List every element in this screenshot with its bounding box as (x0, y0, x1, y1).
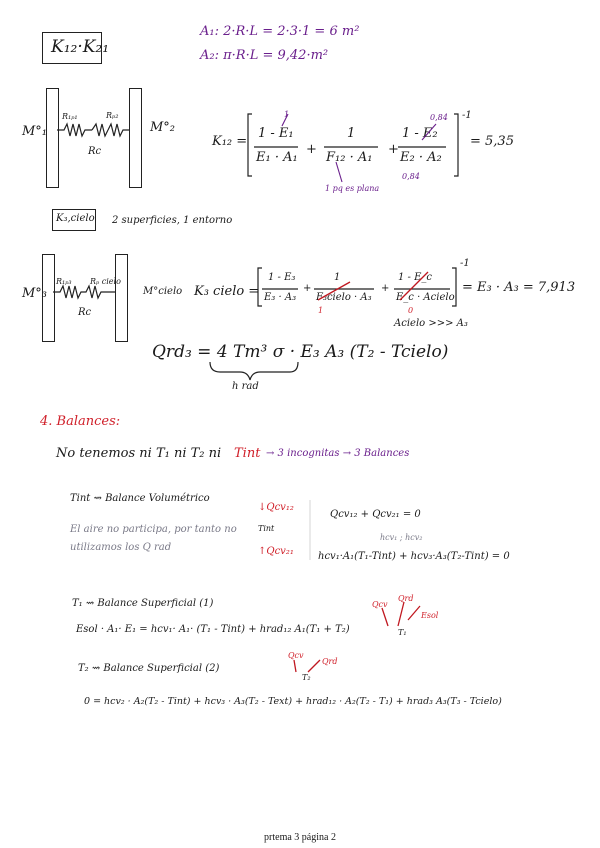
area-a2: A₂: π·R·L = 9,42·m² (200, 48, 329, 63)
resistor-r2 (108, 124, 129, 136)
k3-result: = E₃ · A₃ = 7,913 (462, 280, 576, 295)
k3-resistor-r2-label: Rₚ cielo (90, 277, 121, 286)
k3-term3-num: 1 - E_c (398, 272, 432, 283)
vol-q21: ↑Qcv₂₁ (258, 546, 294, 557)
balances-intro: No tenemos ni T₁ ni T₂ ni (56, 446, 222, 461)
k3-term2-den: F₃cielo · A₃ (316, 292, 372, 303)
hrad-brace (210, 362, 298, 380)
balances-intro-tint: Tint (234, 446, 261, 461)
sup1-arrow-qcv (382, 608, 388, 626)
balances-intro-arrow: → 3 incognitas → 3 Balances (266, 448, 410, 459)
strike-f3cielo (318, 282, 350, 300)
node-m2: M°₂ (150, 120, 176, 135)
sup1-qrd: Qrd (398, 594, 414, 603)
sup1-arrow-esol (408, 606, 420, 620)
vol-h: hcv₁ ; hcv₂ (380, 533, 423, 542)
sup1-equation: Esol · A₁· E₁ = hcv₁· A₁· (T₁ - Tint) + hrad₁₂ A₁(T₁ + T₂) (76, 624, 350, 635)
k12-term3-num: 1 - E₂ (402, 126, 438, 141)
k12-annotation-084a: 0,84 (430, 113, 448, 122)
node-mcielo: M°cielo (143, 286, 183, 297)
k3-resistor-rc-label: Rc (78, 307, 92, 318)
sup1-esol: Esol (421, 611, 439, 620)
k3-annotation-1: 1 (318, 306, 324, 315)
vol-note-1: El aire no participa, por tanto no (70, 524, 237, 535)
vol-balance-title: Tint ⇝ Balance Volumétrico (70, 493, 210, 504)
sup2-qcv: Qcv (288, 651, 304, 660)
k3-annotation-0: 0 (408, 306, 414, 315)
sup1-qcv: Qcv (372, 600, 388, 609)
resistor-r1-label: R₁ₚ₁ (62, 112, 78, 121)
k3-label: K₃ cielo = (194, 284, 260, 299)
vol-note-2: utilizamos los Q rad (70, 542, 172, 553)
k12-term1-den: E₁ · A₁ (256, 150, 298, 165)
resistor-rc (92, 124, 108, 136)
k12-term2-den: F₁₂ · A₁ (326, 150, 373, 165)
k12-term3-den: E₂ · A₂ (400, 150, 442, 165)
hrad-label: h rad (232, 381, 259, 392)
k3-bracket-left (258, 268, 262, 306)
k12-bracket-left (248, 114, 252, 176)
k12-ann-arrow-084 (422, 124, 436, 140)
plus-sign: + (388, 142, 399, 157)
strike-ec (400, 272, 428, 300)
k12-annotation-1: 1 (284, 110, 290, 119)
k3-resistor-chain (53, 286, 115, 298)
node-m3: M°₃ (22, 286, 48, 301)
vol-q12: ↓Qcv₁₂ (258, 502, 294, 513)
k12-term1-num: 1 - E₁ (258, 126, 294, 141)
plus-sign: + (306, 142, 317, 157)
resistor-r1 (57, 124, 92, 136)
k3-resistor-r1-label: R₁ₚ₃ (56, 277, 72, 286)
node-m1: M°₁ (22, 124, 48, 139)
k12-title: K₁₂·K₂₁ (51, 37, 110, 57)
k3-title: K₃,cielo (56, 213, 95, 224)
balances-heading: 4. Balances: (40, 414, 121, 429)
sup2-arrow-qcv (294, 660, 296, 672)
k3-exponent: -1 (460, 258, 470, 269)
k3-bracket-right (452, 268, 456, 306)
k3-term3-den: E_c · Acielo (396, 292, 455, 303)
plus-sign: + (381, 283, 390, 294)
k12-bracket-right (454, 114, 458, 176)
k12-exponent: -1 (462, 110, 472, 121)
resistor-rc-label: Rc (88, 146, 102, 157)
k12-ann-arrow-1 (282, 114, 288, 126)
sup1-title: T₁ ⇝ Balance Superficial (1) (72, 598, 214, 609)
k3-term2-num: 1 (334, 272, 341, 283)
vol-eq1: Qcv₁₂ + Qcv₂₁ = 0 (330, 509, 421, 520)
k12-term2-num: 1 (347, 126, 356, 141)
k12-annotation-plano: 1 pq es plana (325, 184, 380, 193)
k12-result: = 5,35 (470, 134, 514, 149)
qrd3-equation: Qrd₃ = 4 Tm³ σ · E₃ A₃ (T₂ - Tcielo) (152, 342, 449, 362)
plus-sign: + (303, 283, 312, 294)
k12-annotation-084b: 0,84 (402, 172, 420, 181)
sup2-t2: T₂ (302, 673, 311, 682)
sup2-qrd: Qrd (322, 657, 338, 666)
vol-eq2: hcv₁·A₁(T₁-Tint) + hcv₃·A₃(T₂-Tint) = 0 (318, 551, 510, 562)
k3-acielo-note: Acielo >>> A₃ (394, 318, 468, 329)
k3-description: 2 superficies, 1 entorno (112, 215, 233, 226)
k12-ann-arrow-plano (336, 162, 342, 182)
vol-tint: Tint (258, 524, 275, 533)
k3-term1-den: E₃ · A₃ (264, 292, 297, 303)
resistor-r2-label: Rₚ₂ (106, 111, 119, 120)
sup2-title: T₂ ⇝ Balance Superficial (2) (78, 663, 220, 674)
sup1-arrow-qrd (398, 602, 404, 626)
sup2-equation: 0 = hcv₂ · A₂(T₂ - Tint) + hcv₃ · A₃(T₂ - Text) + hrad₁₂ · A₂(T₂ - T₁) + hrad₃ A₃(T₃ - Tcielo) (84, 696, 502, 707)
area-a1: A₁: 2·R·L = 2·3·1 = 6 m² (200, 24, 360, 39)
sup1-t1: T₁ (398, 628, 407, 637)
k12-label: K₁₂ = (212, 134, 248, 149)
k3-term1-num: 1 - E₃ (268, 272, 296, 283)
sup2-arrow-qrd (308, 660, 320, 672)
page-footer: prtema 3 página 2 (264, 832, 336, 843)
